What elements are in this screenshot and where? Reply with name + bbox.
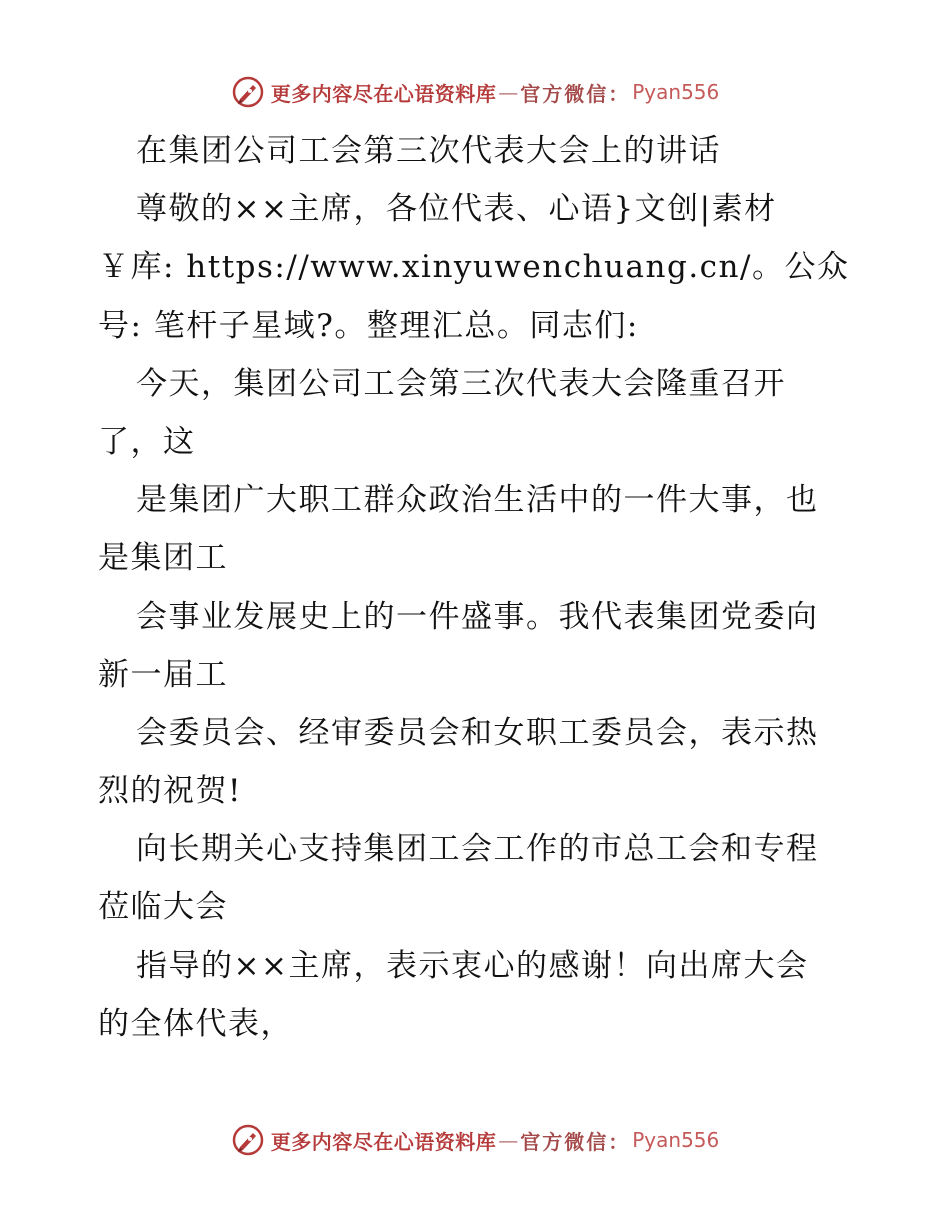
watermark-sub-text: 官方微信 [520,81,609,106]
text-line: 烈的祝贺! [98,773,242,810]
text-line: 号: 笔杆子星域?。整理汇总。同志们: [98,307,639,344]
pen-logo-icon [231,1123,265,1157]
text-line: 的全体代表， [98,1005,293,1042]
watermark-colon: ： [608,1129,629,1154]
text-line: 在集团公司工会第三次代表大会上的讲话 [136,133,721,169]
watermark-main-text: 更多内容尽在心语资料库 [270,81,497,106]
text-line: 莅临大会 [98,889,228,926]
text-line: 向长期关心支持集团工会工作的市总工会和专程 [136,831,819,868]
text-line: 尊敬的××主席，各位代表、心语}文创|素材 [136,191,777,228]
text-line: 今天，集团公司工会第三次代表大会隆重召开 [136,365,786,402]
watermark-sub-text: 官方微信 [520,1129,609,1154]
watermark-wechat-id: Pyan556 [632,1128,720,1152]
text-line: 是集团广大职工群众政治生活中的一件大事，也 [136,482,819,519]
pen-logo-icon [231,75,265,109]
watermark-colon: ： [608,81,629,106]
text-line: 了，这 [98,423,196,460]
document-body [98,122,858,1053]
text-line: 是集团工 [98,540,228,577]
text-line: 会委员会、经审委员会和女职工委员会，表示热 [136,714,819,751]
text-line: 会事业发展史上的一件盛事。我代表集团党委向 [136,598,819,635]
text-line: ￥库: https://www.xinyuwenchuang.cn/。公众 [98,249,850,286]
header-watermark [0,72,950,112]
watermark-dash: — [498,80,519,104]
watermark-dash: — [498,1128,519,1152]
text-line: 指导的××主席，表示衷心的感谢！向出席大会 [136,947,809,984]
text-line: 新一届工 [98,656,228,693]
watermark-wechat-id: Pyan556 [632,80,720,104]
footer-watermark [0,1120,950,1160]
watermark-main-text: 更多内容尽在心语资料库 [270,1129,497,1154]
